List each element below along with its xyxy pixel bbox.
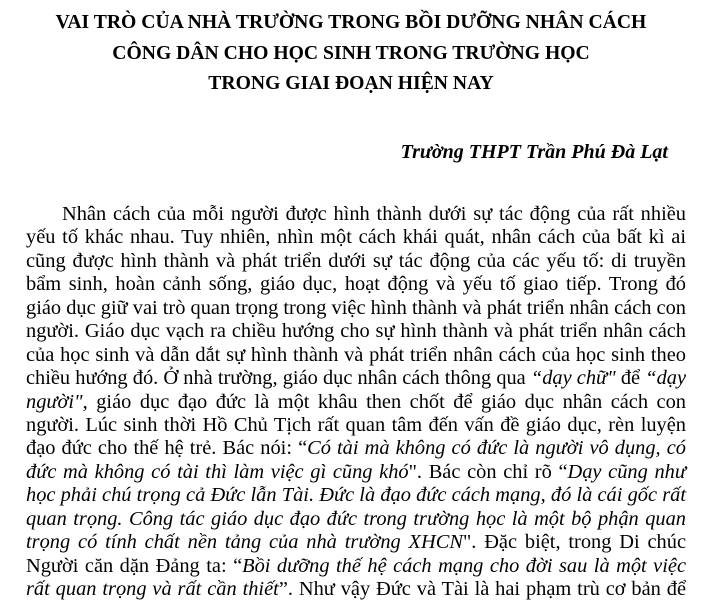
text-line: cũng được hình thành và phát triển dưới sự tác động của các yếu tố: di truyền — [26, 249, 686, 272]
text-line: Người căn dặn Đảng ta: “Bồi dưỡng thế hệ cách mạng cho đời sau là một việc — [26, 554, 686, 577]
text-line: trọng có tính chất nền tảng của nhà trường XHCN". Đặc biệt, trong Di chúc — [26, 531, 686, 554]
text-line — [26, 484, 686, 507]
title-line-3: TRONG GIAI ĐOẠN HIỆN NAY — [208, 72, 494, 94]
quote-text: đức mà không có tài thì làm việc gì cũng khó — [26, 460, 409, 483]
text-line: người. Lúc sinh thời Hồ Chủ Tịch rất quan tâm đến vấn đề giáo dục, rèn luyện — [26, 413, 686, 436]
title-line-1: VAI TRÒ CỦA NHÀ TRƯỜNG TRONG BỒI DƯỠNG NHÂN CÁCH — [55, 11, 647, 33]
text-line: Nhân cách của mỗi người được hình thành dưới sự tác động của rất nhiều — [62, 203, 686, 225]
quote-text: Dạy cũng như — [567, 460, 686, 483]
text-line: đạo đức cho thế hệ trẻ. Bác nói: “Có tài mà không có đức là người vô dụng, có — [26, 437, 686, 460]
title-line-2: CÔNG DÂN CHO HỌC SINH TRONG TRƯỜNG HỌC — [112, 41, 590, 64]
body-paragraph — [26, 203, 686, 601]
text-line: đức mà không có tài thì làm việc gì cũng khó". Bác còn chỉ rõ “Dạy cũng như — [26, 460, 686, 483]
text-line: người", giáo dục đạo đức là một khâu then chốt để giáo dục nhân cách con — [26, 390, 686, 413]
text-line: người. Giáo dục vạch ra chiều hướng cho sự hình thành và phát triển nhân cách — [26, 320, 686, 343]
document-title — [0, 7, 702, 99]
quote-text: trọng có tính chất nền tảng của nhà trường XHCN — [26, 531, 463, 554]
text-line: yếu tố khác nhau. Tuy nhiên, nhìn một cách khái quát, nhân cách của bất kì ai — [26, 226, 686, 249]
text-line: chiều hướng đó. Ở nhà trường, giáo dục nhân cách thông qua “dạy chữ" để “dạy — [26, 367, 686, 390]
quote-text: học phải chú trọng cả Đức lẫn Tài. Đức là đạo đức cách mạng, đó là cái gốc rất — [26, 484, 686, 507]
document-author: Trường THPT Trần Phú Đà Lạt — [400, 141, 668, 163]
text-line — [26, 508, 686, 531]
text-line: của học sinh và dẫn dắt sự hình thành và phát triển nhân cách của học sinh theo — [26, 343, 686, 366]
text-line: rất quan trọng và rất cần thiết”. Như vậy Đức và Tài là hai phạm trù cơ bản để — [26, 578, 686, 600]
quote-text: “dạy — [645, 367, 686, 390]
text-line: giáo dục giữ vai trò quan trọng trong việc hình thành và phát triển nhân cách con — [26, 296, 686, 319]
quote-text: người" — [26, 390, 83, 413]
quote-text: quan trọng. Công tác giáo dục đạo đức trong trường học là một bộ phận quan — [26, 507, 686, 530]
quote-text: Bồi dưỡng thế hệ cách mạng cho đời sau là một việc — [242, 554, 686, 577]
quote-text: Có tài mà không có đức là người vô dụng, có — [307, 437, 686, 460]
text-line: bẩm sinh, hoàn cảnh sống, giáo dục, hoạt động và yếu tố giao tiếp. Trong đó — [26, 273, 686, 296]
quote-text: “dạy chữ" — [530, 367, 616, 390]
quote-text: rất quan trọng và rất cần thiết — [26, 578, 279, 600]
